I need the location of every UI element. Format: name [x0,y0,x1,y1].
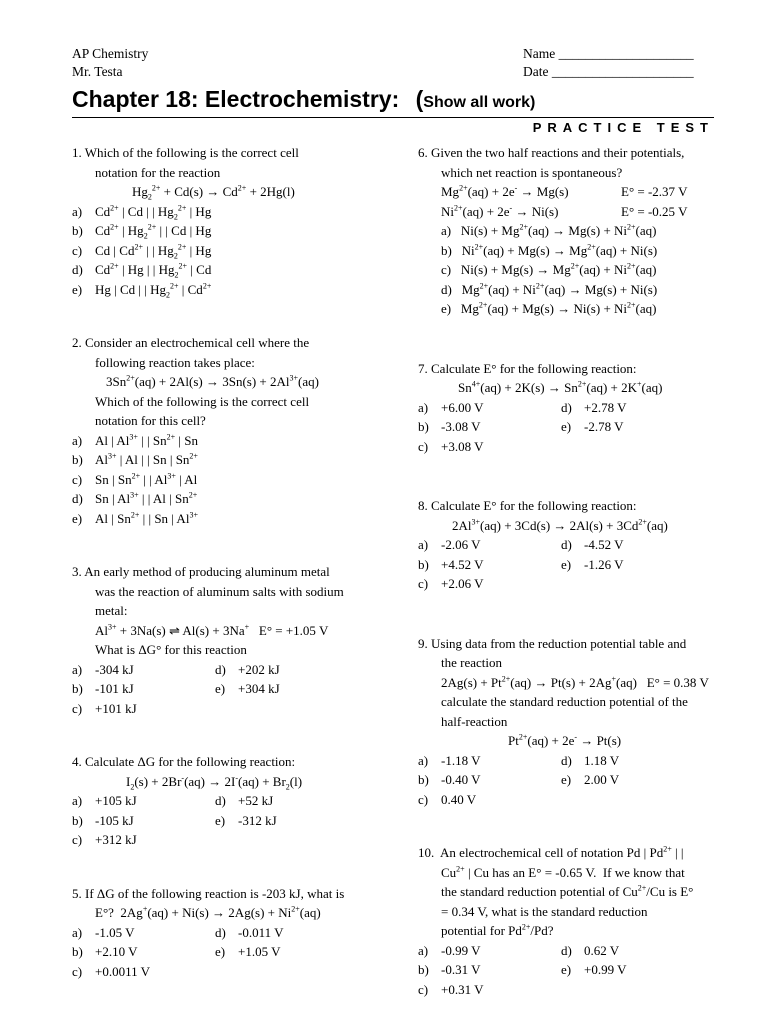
q5-options-row1: a) -1.05 V d) -0.011 V [72,924,284,940]
q10-line3: the standard reduction potential of $Cu^{2+}/Cu$ is E° [441,883,694,899]
q2-line2: following reaction takes place: [95,354,255,370]
q9-line4: calculate the standard reduction potential of the [441,694,688,709]
q7-line1: 7. Calculate E° for the following reaction: [418,360,637,376]
q1-option-d: d) $Cd^{2+}$ | Hg | | $Hg_2^{2+}$ | Cd [72,261,212,280]
q4-option-a: +105 kJ [95,793,137,808]
question-2 [72,333,402,528]
q1-option-e: e) Hg | Cd | | $Hg_2^{2+}$ | $Cd^{2+}$ [72,281,212,300]
q6-option-c: c) $Ni(s) + Mg(s) \to Mg^{2+}(aq) + Ni^{2+}(aq)$ [441,261,657,277]
q9-reaction: $2Ag(s) + Pt^{2+}(aq) \to Pt(s) + 2Ag^+(aq) E^\circ = 0.38$ V [441,674,709,690]
q9-options-row3: c) 0.40 V [418,791,477,807]
q4-option-b: -105 kJ [95,812,134,828]
q3-option-c: +101 kJ [95,700,137,716]
q6-option-b: b) $Ni^{2+}(aq) + Mg(s) \to Mg^{2+}(aq) + Ni(s)$ [441,242,658,258]
question-8 [418,496,738,594]
q6-option-d: d) $Mg^{2+}(aq) + Ni^{2+}(aq) \to Mg(s) + Ni(s)$ [441,281,658,297]
q6-option-e: e) $Mg^{2+}(aq) + Mg(s) \to Ni(s) + Ni^{2+}(aq)$ [441,300,657,316]
q8-options-row2: b) +4.52 V e) -1.26 V [418,556,624,572]
teacher-name: Mr. Testa [72,64,123,79]
q10-options-row1: a) -0.99 V d) 0.62 V [418,942,620,958]
q5-option-e: +1.05 V [238,944,281,959]
q2-option-d: d) Sn | $Al^{3+}$ | | Al | $Sn^{2+}$ [72,490,198,506]
q10-option-d: 0.62 V [584,942,620,958]
name-field: Name ____________________ [523,46,694,61]
q4-line1: 4. Calculate ΔG for the following reaction: [72,754,296,769]
q8-option-d: -4.52 V [584,537,624,552]
q6-half1: $Mg^{2+}(aq) + 2e^- \to Mg(s) E^\circ = -2.37$ V [441,183,688,199]
q3-options-row2: b) -101 kJ e) +304 kJ [72,681,280,696]
q7-option-a: +6.00 V [441,399,484,415]
q6-line1: 6. Given the two half reactions and their potentials, [418,145,685,160]
q7-option-c: +3.08 V [441,438,484,454]
q3-options-row3: c) +101 kJ [72,700,137,716]
title-paren: ( [415,86,424,112]
q1-line1: 1. Which of the following is the correct cell [72,145,299,160]
q5-option-c: +0.0011 V [95,963,151,979]
q6-e2: E° = -0.25 V [621,203,688,219]
q3-options-row1: a) -304 kJ d) +202 kJ [72,661,280,677]
q6-line2: which net reaction is spontaneous? [441,164,623,180]
q4-option-c: +312 kJ [95,832,137,847]
title-rule [72,117,714,118]
q6-option-a: a) $Ni(s) + Mg^{2+}(aq) \to Mg(s) + Ni^{2+}(aq)$ [441,222,657,238]
q5-options-row2: b) +2.10 V e) +1.05 V [72,944,281,959]
q2-line4: notation for this cell? [95,413,206,428]
title-main: Chapter 18: Electrochemistry: [72,86,400,112]
q9-options-row1: a) -1.18 V d) 1.18 V [418,752,620,768]
q10-option-a: -0.99 V [441,942,481,958]
q1-option-b: b) $Cd^{2+}$ | $Hg_2^{2+}$ | | Cd | Hg [72,222,212,241]
q8-option-a: -2.06 V [441,537,481,552]
q10-options-row2: b) -0.31 V e) +0.99 V [418,962,627,977]
q9-option-c: 0.40 V [441,791,477,807]
q8-option-e: -1.26 V [584,556,624,572]
course-name: AP Chemistry [72,46,149,61]
q3-line1: 3. An early method of producing aluminum metal [72,564,330,579]
q10-line1: 10. An electrochemical cell of notation Pd | $Pd^{2+}$ | | [418,844,684,860]
title-sub: Show all work) [423,94,536,111]
q3-option-e: +304 kJ [238,681,280,696]
q9-options-row2: b) -0.40 V e) 2.00 V [418,772,620,787]
question-6 [418,143,738,319]
q2-option-a: a) Al | $Al^{3+}$ | | $Sn^{2+}$ | Sn [72,432,198,448]
practice-test-label: PRACTICE TEST [532,120,714,135]
q10-option-e: +0.99 V [584,962,627,977]
q3-option-d: +202 kJ [238,661,280,677]
q3-option-a: -304 kJ [95,661,134,677]
q9-line2: the reaction [441,655,502,670]
date-field: Date _____________________ [523,64,694,79]
q3-line4: What is ΔG° for this reaction [95,642,247,657]
right-column [418,143,738,1033]
q5-reaction: E°? $2Ag^+(aq) + Ni(s) \to 2Ag(s) + Ni^{2+}(aq)$ [95,904,321,920]
question-3 [72,562,402,718]
q1-line2: notation for the reaction [95,164,221,180]
q2-line1: 2. Consider an electrochemical cell where the [72,335,310,350]
q2-option-e: e) Al | $Sn^{2+}$ | | Sn | $Al^{3+}$ [72,510,198,526]
q5-options-row3: c) +0.0011 V [72,963,151,979]
q2-option-b: b) $Al^{3+}$ | Al | | Sn | $Sn^{2+}$ [72,451,198,467]
q4-option-e: -312 kJ [238,812,277,828]
q9-option-b: -0.40 V [441,772,481,787]
q10-line2: $Cu^{2+}$ | Cu has an E° = -0.65 V. If we know that [441,864,685,880]
q7-options-row2: b) -3.08 V e) -2.78 V [418,419,624,434]
q9-half-reaction: $Pt^{2+}(aq) + 2e^- \to Pt(s)$ [508,732,622,748]
q7-options-row1: a) +6.00 V d) +2.78 V [418,399,627,415]
q9-line5: half-reaction [441,713,508,729]
q9-option-d: 1.18 V [584,752,620,768]
q10-option-c: +0.31 V [441,981,484,997]
q7-option-e: -2.78 V [584,419,624,434]
q1-option-a: a) $Cd^{2+}$ | Cd | | $Hg_2^{2+}$ | Hg [72,203,212,222]
q1-option-c: c) Cd | $Cd^{2+}$ | | $Hg_2^{2+}$ | Hg [72,242,212,261]
q8-options-row3: c) +2.06 V [418,576,484,591]
q4-options-row3: c) +312 kJ [72,832,137,847]
q6-e1: E° = -2.37 V [621,184,688,199]
question-9 [418,634,738,810]
q4-option-d: +52 kJ [238,793,274,808]
q2-option-c: c) Sn | $Sn^{2+}$ | | $Al^{3+}$ | Al [72,471,198,487]
q2-reaction: $3Sn^{2+}(aq) + 2Al(s) \to 3Sn(s) + 2Al^{3+}(aq)$ [106,373,319,389]
q7-option-b: -3.08 V [441,419,481,434]
q6-half2: $Ni^{2+}(aq) + 2e^- \to Ni(s) E^\circ = -0.25$ V [441,203,688,219]
q8-reaction: $2Al^{3+}(aq) + 3Cd(s) \to 2Al(s) + 3Cd^{2+}(aq)$ [452,517,668,533]
question-5 [72,884,402,982]
q8-option-c: +2.06 V [441,576,484,591]
q3-reaction: $Al^{3+} + 3Na(s)$ ⇌ Al(s) + 3Na+ E° = +1.05 V [95,622,329,638]
q5-option-a: -1.05 V [95,924,135,940]
q2-line3: Which of the following is the correct cell [95,393,310,409]
q8-options-row1: a) -2.06 V d) -4.52 V [418,537,624,552]
question-4 [72,752,402,850]
q9-option-e: 2.00 V [584,772,620,787]
q3-line2: was the reaction of aluminum salts with sodium [95,583,344,599]
q4-options-row2: b) -105 kJ e) -312 kJ [72,812,277,828]
q7-options-row3: c) +3.08 V [418,438,484,454]
q8-option-b: +4.52 V [441,556,484,572]
q5-option-d: -0.011 V [238,924,284,940]
question-1 [72,143,402,299]
question-7 [418,359,738,457]
q10-line5: potential for $Pd^{2+}/Pd$? [441,922,554,938]
q8-line1: 8. Calculate E° for the following reaction: [418,498,637,513]
question-10 [418,843,738,999]
q5-option-b: +2.10 V [95,944,138,959]
page-title [72,86,535,113]
q4-reaction: $I_2(s) + 2Br^-(aq) \to 2I^-(aq) + Br_2(l)$ [126,773,303,792]
q4-options-row1: a) +105 kJ d) +52 kJ [72,793,274,808]
q10-options-row3: c) +0.31 V [418,981,484,997]
q10-option-b: -0.31 V [441,962,481,977]
q1-reaction: $Hg_2^{2+} + Cd(s) \to Cd^{2+} + 2Hg(l)$ [132,183,295,202]
q3-line3: metal: [95,603,128,618]
q10-line4: = 0.34 V, what is the standard reduction [441,903,648,919]
q7-reaction: $Sn^{4+}(aq) + 2K(s) \to Sn^{2+}(aq) + 2K^+(aq)$ [458,379,663,395]
q3-option-b: -101 kJ [95,681,134,696]
left-column [72,143,402,1015]
q9-option-a: -1.18 V [441,752,481,768]
q9-line1: 9. Using data from the reduction potential table and [418,635,687,651]
q5-line1: 5. If ΔG of the following reaction is -203 kJ, what is [72,885,345,901]
q7-option-d: +2.78 V [584,399,627,415]
